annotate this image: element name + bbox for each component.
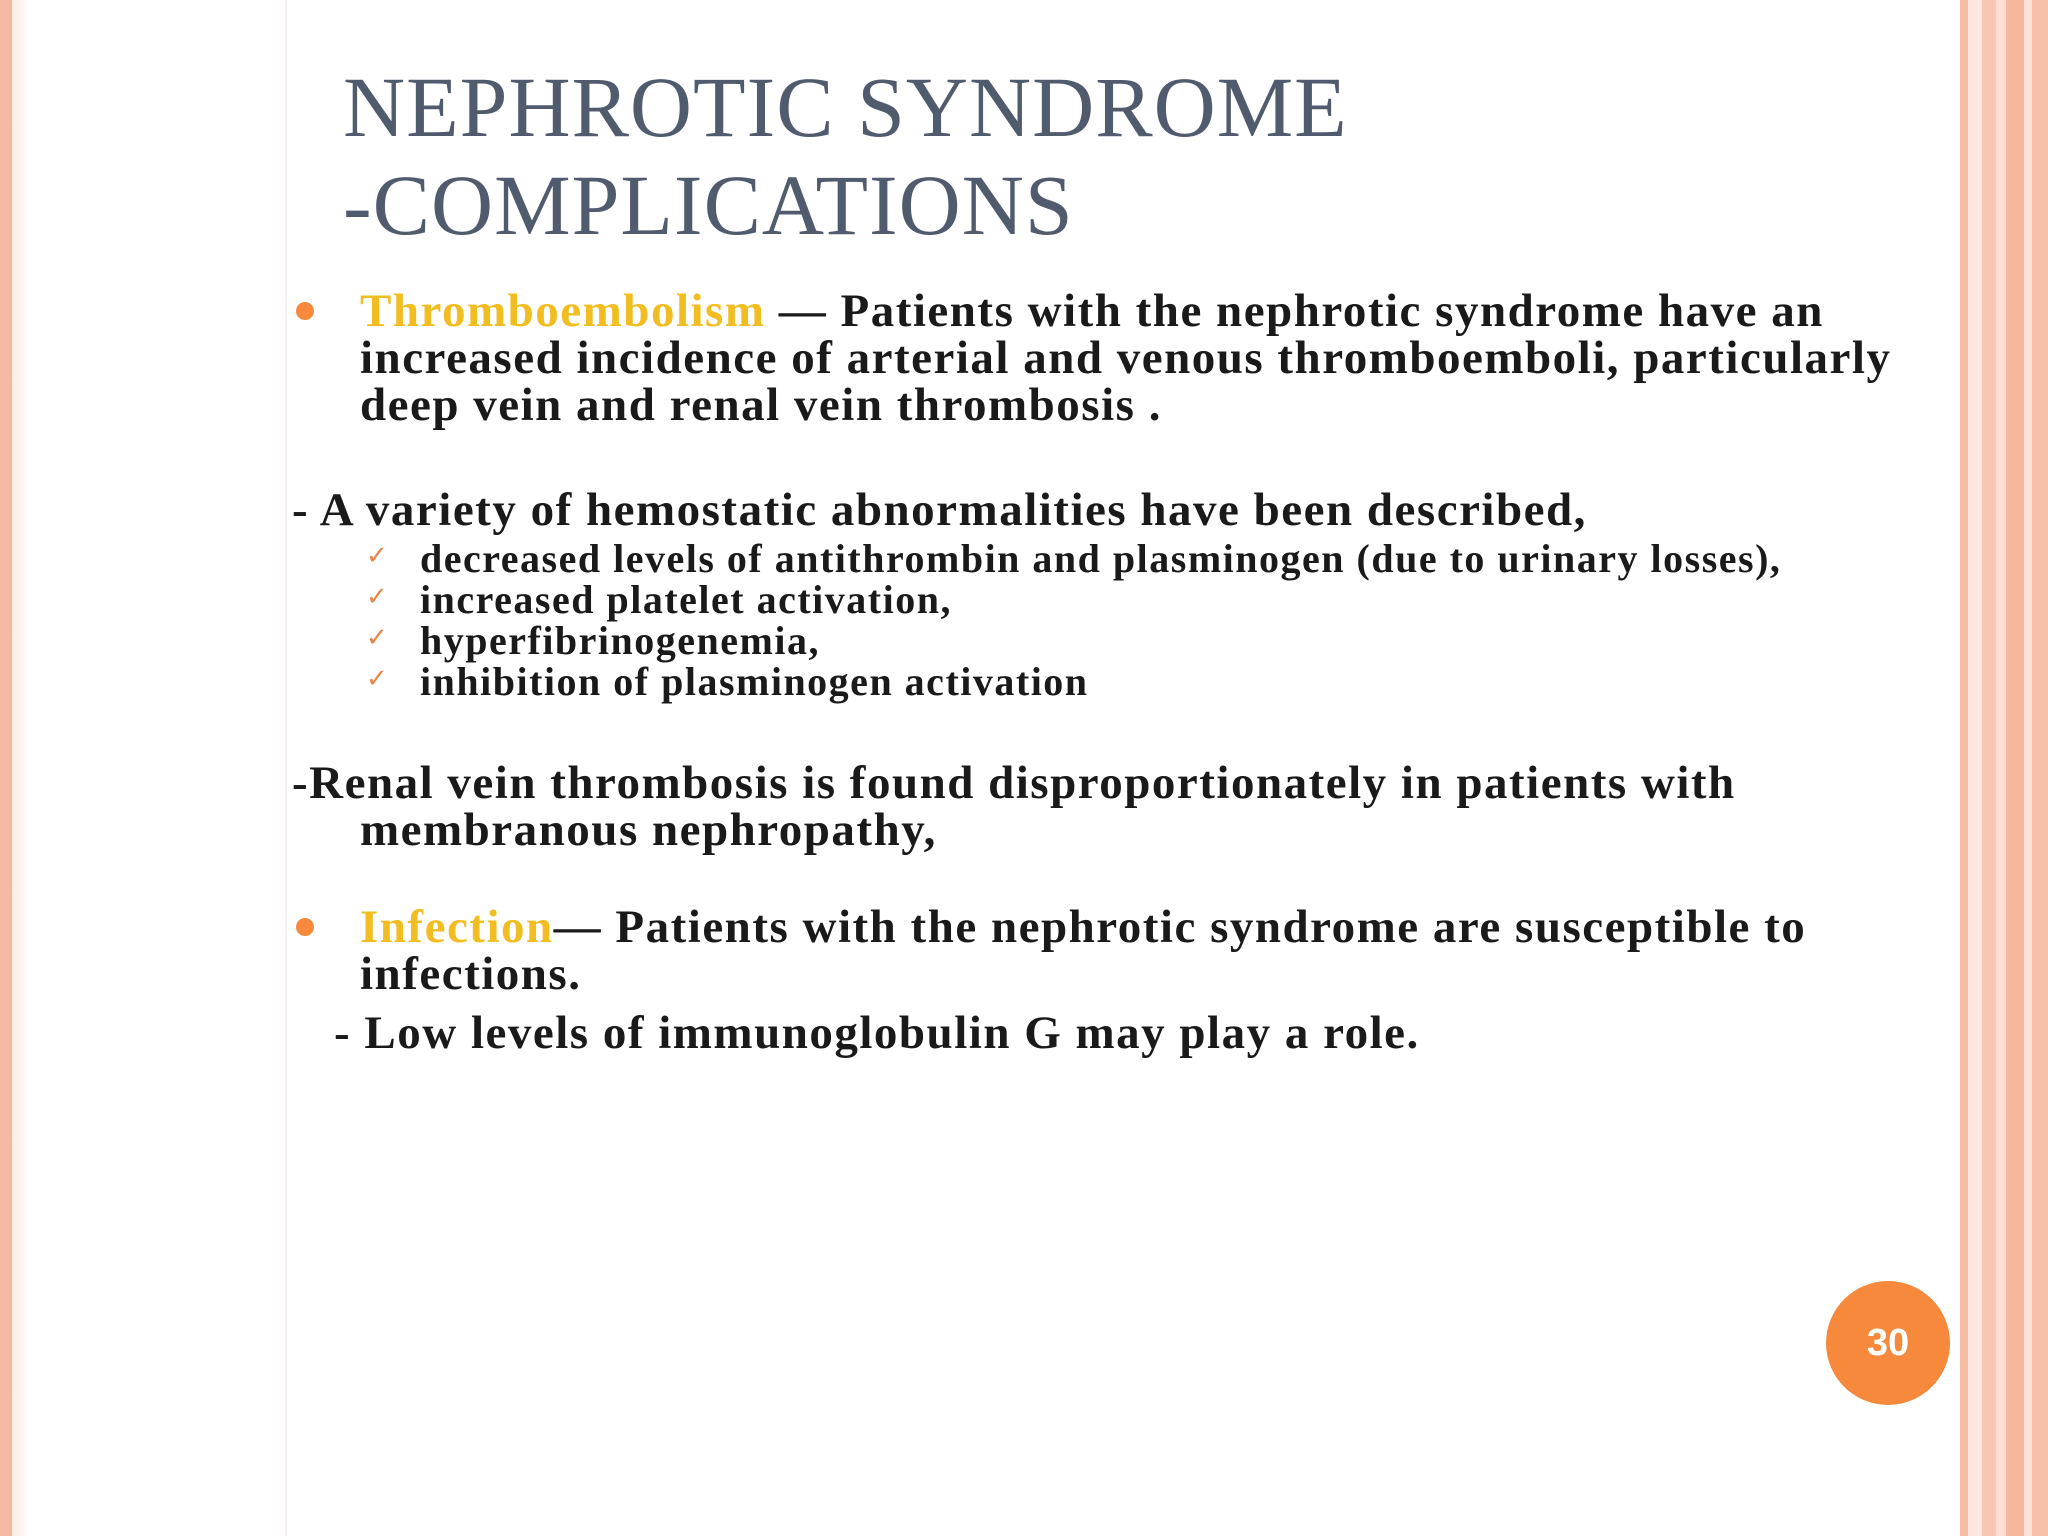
right-border-stripes [1960, 0, 2048, 1536]
keyword-infection: Infection [360, 901, 554, 953]
checkmark-icon: ✓ [366, 582, 390, 612]
list-item [292, 661, 1932, 702]
checkmark-icon: ✓ [366, 541, 390, 571]
thromboembolism-text: — Patients with the nephrotic syndrome have an increased incidence of arterial and venous thromboemboli, particularly deep vein and renal vein thrombosis . [360, 285, 1892, 431]
bullet-dot-icon [296, 302, 314, 320]
right-stripe [2024, 0, 2032, 1536]
bullet-dot-icon [296, 918, 314, 936]
list-item-text: hyperfibrinogenemia, [420, 618, 820, 663]
checkmark-icon: ✓ [366, 623, 390, 653]
bullet-thromboembolism [292, 285, 1932, 431]
keyword-thromboembolism: Thromboembolism [360, 285, 766, 337]
infection-note: - Low levels of immunoglobulin G may play a role. [334, 1007, 1420, 1059]
right-stripe [1982, 0, 1996, 1536]
list-item-text: inhibition of plasminogen activation [420, 659, 1089, 704]
right-stripe [1968, 0, 1982, 1536]
list-item-text: decreased levels of antithrombin and plasminogen (due to urinary losses), [420, 536, 1782, 581]
bullet-infection [292, 901, 1932, 1000]
right-stripe [1996, 0, 2006, 1536]
hemostatic-intro: - A variety of hemostatic abnormalities have been described, [292, 484, 1587, 536]
slide-title-line1: NEPHROTIC SYNDROME [343, 59, 1348, 155]
checkmark-icon: ✓ [366, 664, 390, 694]
hemostatic-list [292, 538, 1932, 702]
right-stripe [2006, 0, 2024, 1536]
infection-text: — Patients with the nephrotic syndrome are susceptible to infections. [360, 901, 1807, 1000]
list-item [292, 620, 1932, 661]
left-border-fade [12, 0, 30, 1536]
list-item-text: increased platelet activation, [420, 577, 952, 622]
faint-divider [285, 0, 287, 1536]
slide-title [343, 58, 1843, 254]
list-item [292, 538, 1932, 579]
right-stripe [2032, 0, 2048, 1536]
page-number-badge: 30 [1826, 1281, 1950, 1405]
slide-title-line2: -COMPLICATIONS [343, 157, 1074, 253]
right-stripe [1960, 0, 1968, 1536]
list-item [292, 579, 1932, 620]
renal-vein-paragraph: -Renal vein thrombosis is found disproportionately in patients with membranous nephropathy, [292, 757, 1736, 856]
left-border-stripe [0, 0, 12, 1536]
slide-body [292, 285, 1932, 1059]
